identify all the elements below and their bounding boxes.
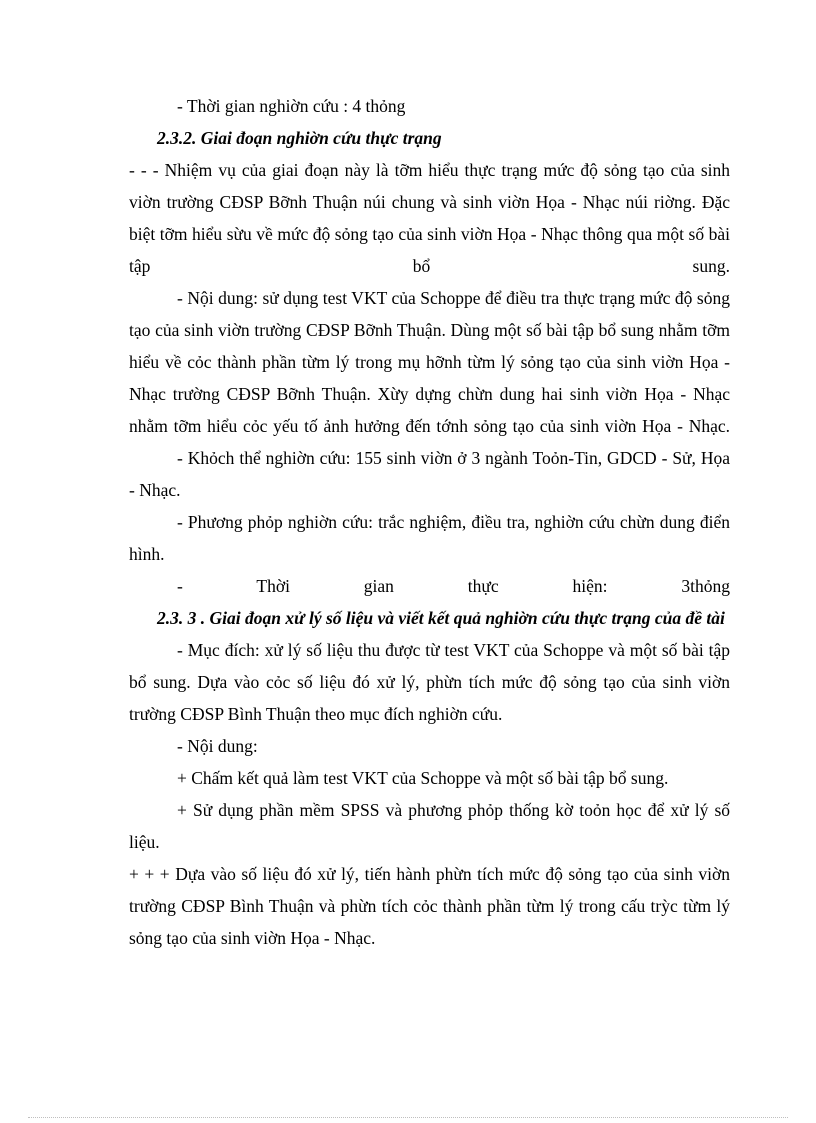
paragraph-methods: - Phương phỏp nghiờn cứu: trắc nghiệm, điều tra, nghiờn cứu chừn dung điển hình.: [129, 512, 730, 564]
document-body: [129, 90, 730, 954]
page-bottom-divider: [28, 1117, 788, 1118]
paragraph-subjects: - Khỏch thể nghiờn cứu: 155 sinh viờn ở 3 ngành Toỏn-Tin, GDCD - Sử, Họa - Nhạc.: [129, 448, 730, 500]
paragraph-scoring: + Chấm kết quả làm test VKT của Schoppe và một số bài tập bổ sung.: [177, 768, 669, 788]
paragraph-purpose: - Mục đích: xử lý số liệu thu được từ test VKT của Schoppe và một số bài tập bổ sung. Dựa vào cỏc số liệu đó xử lý, phừn tích mức độ sỏng tạo của sinh viờn trường CĐSP Bình Thuận theo mục đích nghiờn cứu.: [129, 640, 730, 724]
paragraph-analysis: + + + Dựa vào số liệu đó xử lý, tiến hành phừn tích mức độ sỏng tạo của sinh viờn trường CĐSP Bình Thuận và phừn tích cỏc thành phần từm lý trong cấu trỳc từm lý sỏng tạo của sinh viờn Họa - Nhạc.: [129, 864, 730, 948]
paragraph-spss: + Sử dụng phần mềm SPSS và phương phỏp thống kờ toỏn học để xử lý số liệu.: [129, 800, 730, 852]
paragraph-content-label: - Nội dung:: [177, 736, 258, 756]
paragraph-task: - - - Nhiệm vụ của giai đoạn này là tỡm hiểu thực trạng mức độ sỏng tạo của sinh viờn trường CĐSP Bỡnh Thuận núi chung và sinh viờn Họa - Nhạc núi riờng. Đặc biệt tỡm hiểu sừu về mức độ sỏng tạo của sinh viờn Họa - Nhạc thông qua một số bài tập bổ sung.: [129, 160, 730, 276]
heading-2-3-2: 2.3.2. Giai đoạn nghiờn cứu thực trạng: [157, 128, 442, 148]
heading-2-3-3: 2.3. 3 . Giai đoạn xử lý số liệu và viết kết quả nghiờn cứu thực trạng của đề tài: [157, 608, 725, 628]
paragraph-duration: - Thời gian thực hiện: 3thỏng: [177, 576, 730, 596]
paragraph-research-time: - Thời gian nghiờn cứu : 4 thỏng: [177, 96, 406, 116]
paragraph-content: - Nội dung: sử dụng test VKT của Schoppe để điều tra thực trạng mức độ sỏng tạo của sinh viờn trường CĐSP Bỡnh Thuận. Dùng một số bài tập bổ sung nhằm tỡm hiểu về cỏc thành phần từm lý trong mụ hỡnh từm lý sỏng tạo của sinh viờn Họa - Nhạc trường CĐSP Bỡnh Thuận. Xừy dựng chừn dung hai sinh viờn Họa - Nhạc nhằm tỡm hiểu cỏc yếu tố ảnh hưởng đến tớnh sỏng tạo của sinh viờn Họa - Nhạc.: [129, 288, 730, 436]
